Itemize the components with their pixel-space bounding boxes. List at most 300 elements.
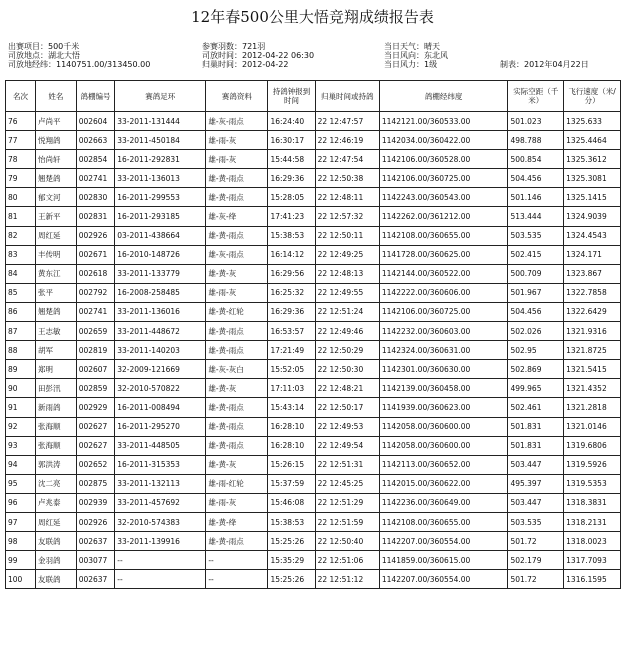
cell-speed: 1323.867 xyxy=(564,264,621,283)
cell-return-time: 22 12:50:29 xyxy=(315,341,379,360)
cell-loft-coords: 1142058.00/360600.00 xyxy=(379,417,508,436)
cell-ring: 16-2008-258485 xyxy=(115,283,206,302)
cell-loft-coords: 1141939.00/360623.00 xyxy=(379,398,508,417)
cell-bird-info: 雄-灰-雨点 xyxy=(206,112,268,131)
cell-bird-info: 雄-黄-雨点 xyxy=(206,188,268,207)
cell-loft-coords: 1141728.00/360625.00 xyxy=(379,245,508,264)
cell-loft-id: 002875 xyxy=(76,474,115,493)
cell-bird-info: 雄-黄-灰 xyxy=(206,379,268,398)
table-row xyxy=(6,570,621,589)
cell-return-time: 22 12:50:40 xyxy=(315,532,379,551)
cell-ring: 33-2011-136016 xyxy=(115,302,206,321)
cell-clock-time: 15:46:08 xyxy=(268,493,315,512)
cell-bird-info: 雄-黄-雨点 xyxy=(206,398,268,417)
cell-distance: 502.026 xyxy=(508,322,564,341)
table-row xyxy=(6,341,621,360)
cell-bird-info: 雄-雨-灰 xyxy=(206,150,268,169)
cell-name: 张海顺 xyxy=(36,436,77,455)
cell-loft-coords: 1142108.00/360655.00 xyxy=(379,512,508,531)
cell-ring: 16-2011-315353 xyxy=(115,455,206,474)
cell-distance: 503.535 xyxy=(508,512,564,531)
cell-return-time: 22 12:51:29 xyxy=(315,493,379,512)
cell-speed: 1322.6429 xyxy=(564,302,621,321)
cell-distance: 502.415 xyxy=(508,245,564,264)
cell-bird-info: 雄-黄-雨点 xyxy=(206,322,268,341)
cell-loft-coords: 1141859.00/360615.00 xyxy=(379,551,508,570)
table-row xyxy=(6,188,621,207)
cell-rank: 97 xyxy=(6,512,36,531)
cell-return-time: 22 12:47:54 xyxy=(315,150,379,169)
cell-loft-id: 002830 xyxy=(76,188,115,207)
results-table xyxy=(5,80,621,589)
cell-ring: 16-2011-299553 xyxy=(115,188,206,207)
cell-bird-info: 雄-灰-灰白 xyxy=(206,360,268,379)
cell-speed: 1325.633 xyxy=(564,112,621,131)
cell-clock-time: 17:21:49 xyxy=(268,341,315,360)
cell-clock-time: 16:14:12 xyxy=(268,245,315,264)
cell-loft-id: 002792 xyxy=(76,283,115,302)
cell-rank: 89 xyxy=(6,360,36,379)
cell-name: 郁文河 xyxy=(36,188,77,207)
cell-loft-coords: 1142262.00/361212.00 xyxy=(379,207,508,226)
header-clock-time: 持鸽钟报到时间 xyxy=(268,81,315,112)
cell-rank: 93 xyxy=(6,436,36,455)
cell-clock-time: 16:29:36 xyxy=(268,169,315,188)
table-row xyxy=(6,150,621,169)
cell-return-time: 22 12:50:30 xyxy=(315,360,379,379)
cell-loft-coords: 1142015.00/360622.00 xyxy=(379,474,508,493)
cell-return-time: 22 12:49:46 xyxy=(315,322,379,341)
cell-ring: 33-2011-457692 xyxy=(115,493,206,512)
cell-bird-info: -- xyxy=(206,570,268,589)
cell-distance: 503.447 xyxy=(508,493,564,512)
cell-loft-id: 003077 xyxy=(76,551,115,570)
cell-speed: 1321.9316 xyxy=(564,322,621,341)
cell-loft-coords: 1142106.00/360528.00 xyxy=(379,150,508,169)
cell-loft-coords: 1142301.00/360630.00 xyxy=(379,360,508,379)
info-col-1 xyxy=(8,42,150,69)
table-row xyxy=(6,436,621,455)
cell-rank: 88 xyxy=(6,341,36,360)
cell-rank: 79 xyxy=(6,169,36,188)
cell-loft-id: 002741 xyxy=(76,302,115,321)
info-wind-force: 当日风力：1级 xyxy=(384,60,438,69)
cell-speed: 1325.1415 xyxy=(564,188,621,207)
cell-return-time: 22 12:48:11 xyxy=(315,188,379,207)
cell-distance: 503.447 xyxy=(508,455,564,474)
cell-loft-id: 002926 xyxy=(76,512,115,531)
cell-ring: 33-2011-132113 xyxy=(115,474,206,493)
cell-distance: 502.461 xyxy=(508,398,564,417)
report-date: 制表：2012年04月22日 xyxy=(500,60,589,69)
cell-rank: 80 xyxy=(6,188,36,207)
cell-bird-info: 雄-雨-灰 xyxy=(206,493,268,512)
cell-return-time: 22 12:48:13 xyxy=(315,264,379,283)
cell-rank: 83 xyxy=(6,245,36,264)
cell-loft-coords: 1142106.00/360725.00 xyxy=(379,169,508,188)
cell-rank: 87 xyxy=(6,322,36,341)
cell-speed: 1324.171 xyxy=(564,245,621,264)
cell-ring: 32-2010-574383 xyxy=(115,512,206,531)
cell-rank: 76 xyxy=(6,112,36,131)
cell-return-time: 22 12:50:11 xyxy=(315,226,379,245)
cell-name: 周红延 xyxy=(36,226,77,245)
cell-speed: 1319.5353 xyxy=(564,474,621,493)
table-row xyxy=(6,532,621,551)
table-row xyxy=(6,417,621,436)
info-entries: 参赛羽数：721羽 xyxy=(202,42,266,51)
cell-distance: 501.023 xyxy=(508,112,564,131)
cell-distance: 504.456 xyxy=(508,302,564,321)
cell-name: 金羽鸽 xyxy=(36,551,77,570)
cell-distance: 502.179 xyxy=(508,551,564,570)
cell-speed: 1318.2131 xyxy=(564,512,621,531)
cell-name: 悦翔鸽 xyxy=(36,131,77,150)
cell-name: 翘楚鸽 xyxy=(36,302,77,321)
cell-ring: 33-2011-139916 xyxy=(115,532,206,551)
cell-clock-time: 16:30:17 xyxy=(268,131,315,150)
cell-distance: 502.95 xyxy=(508,341,564,360)
cell-name: 黄东江 xyxy=(36,264,77,283)
cell-speed: 1322.7858 xyxy=(564,283,621,302)
cell-speed: 1325.3612 xyxy=(564,150,621,169)
cell-distance: 501.831 xyxy=(508,417,564,436)
cell-return-time: 22 12:49:25 xyxy=(315,245,379,264)
cell-loft-id: 002671 xyxy=(76,245,115,264)
cell-clock-time: 15:35:29 xyxy=(268,551,315,570)
cell-name: 王志敏 xyxy=(36,322,77,341)
cell-loft-coords: 1142207.00/360554.00 xyxy=(379,532,508,551)
cell-rank: 92 xyxy=(6,417,36,436)
cell-name: 新雨鸽 xyxy=(36,398,77,417)
cell-name: 王新平 xyxy=(36,207,77,226)
cell-ring: 03-2011-438664 xyxy=(115,226,206,245)
cell-ring: 16-2011-293185 xyxy=(115,207,206,226)
cell-speed: 1321.2818 xyxy=(564,398,621,417)
cell-name: 卢兆泰 xyxy=(36,493,77,512)
cell-loft-id: 002627 xyxy=(76,417,115,436)
cell-rank: 96 xyxy=(6,493,36,512)
cell-ring: 16-2011-008494 xyxy=(115,398,206,417)
cell-rank: 99 xyxy=(6,551,36,570)
cell-loft-coords: 1142324.00/360631.00 xyxy=(379,341,508,360)
table-row xyxy=(6,226,621,245)
cell-return-time: 22 12:49:53 xyxy=(315,417,379,436)
cell-clock-time: 15:38:53 xyxy=(268,512,315,531)
info-wind-direction: 当日风向：东北风 xyxy=(384,51,448,60)
cell-loft-coords: 1142144.00/360522.00 xyxy=(379,264,508,283)
table-row xyxy=(6,474,621,493)
cell-name: 翘楚鸽 xyxy=(36,169,77,188)
cell-distance: 498.788 xyxy=(508,131,564,150)
info-release-coords: 司放地经纬：1140751.00/313450.00 xyxy=(8,60,151,69)
cell-distance: 501.72 xyxy=(508,570,564,589)
cell-ring: 32-2009-121669 xyxy=(115,360,206,379)
header-return-time: 归巢时间或持鸽 xyxy=(315,81,379,112)
cell-return-time: 22 12:49:54 xyxy=(315,436,379,455)
cell-loft-id: 002859 xyxy=(76,379,115,398)
cell-distance: 500.709 xyxy=(508,264,564,283)
cell-rank: 81 xyxy=(6,207,36,226)
cell-bird-info: 雄-灰-雨点 xyxy=(206,245,268,264)
cell-clock-time: 16:28:10 xyxy=(268,417,315,436)
cell-clock-time: 15:44:58 xyxy=(268,150,315,169)
cell-clock-time: 15:25:26 xyxy=(268,570,315,589)
cell-return-time: 22 12:46:19 xyxy=(315,131,379,150)
cell-speed: 1318.3831 xyxy=(564,493,621,512)
cell-name: 友联鸽 xyxy=(36,570,77,589)
cell-bird-info: 雄-雨-灰 xyxy=(206,131,268,150)
cell-ring: 33-2011-136013 xyxy=(115,169,206,188)
cell-speed: 1318.0023 xyxy=(564,532,621,551)
cell-distance: 504.456 xyxy=(508,169,564,188)
header-rank: 名次 xyxy=(6,81,36,112)
cell-name: 卢尚平 xyxy=(36,112,77,131)
cell-rank: 91 xyxy=(6,398,36,417)
cell-bird-info: 雄-黄-雨点 xyxy=(206,341,268,360)
cell-bird-info: 雄-黄-雨点 xyxy=(206,532,268,551)
cell-loft-id: 002607 xyxy=(76,360,115,379)
table-row xyxy=(6,207,621,226)
info-release-time: 司放时间：2012-04-22 06:30 xyxy=(202,51,315,60)
cell-rank: 98 xyxy=(6,532,36,551)
cell-ring: -- xyxy=(115,570,206,589)
cell-distance: 501.146 xyxy=(508,188,564,207)
cell-loft-id: 002663 xyxy=(76,131,115,150)
cell-loft-id: 002618 xyxy=(76,264,115,283)
info-col-3 xyxy=(384,42,448,69)
cell-loft-coords: 1142222.00/360606.00 xyxy=(379,283,508,302)
cell-loft-coords: 1142108.00/360655.00 xyxy=(379,226,508,245)
header-loft-coords: 鸽棚经纬度 xyxy=(379,81,508,112)
cell-loft-id: 002652 xyxy=(76,455,115,474)
cell-ring: 33-2011-448505 xyxy=(115,436,206,455)
table-row xyxy=(6,131,621,150)
cell-clock-time: 15:25:26 xyxy=(268,532,315,551)
table-row xyxy=(6,283,621,302)
cell-bird-info: 雄-黄-绛 xyxy=(206,512,268,531)
cell-ring: 32-2010-570822 xyxy=(115,379,206,398)
cell-return-time: 22 12:51:59 xyxy=(315,512,379,531)
cell-clock-time: 17:11:03 xyxy=(268,379,315,398)
table-row xyxy=(6,398,621,417)
table-row xyxy=(6,302,621,321)
cell-clock-time: 16:25:32 xyxy=(268,283,315,302)
cell-rank: 94 xyxy=(6,455,36,474)
cell-clock-time: 15:38:53 xyxy=(268,226,315,245)
cell-loft-coords: 1142232.00/360603.00 xyxy=(379,322,508,341)
cell-speed: 1317.7093 xyxy=(564,551,621,570)
cell-ring: 33-2011-131444 xyxy=(115,112,206,131)
table-row xyxy=(6,493,621,512)
table-header-row xyxy=(6,81,621,112)
cell-clock-time: 16:53:57 xyxy=(268,322,315,341)
cell-name: 怡尚轩 xyxy=(36,150,77,169)
header-speed: 飞行速度（米/分） xyxy=(564,81,621,112)
cell-return-time: 22 12:48:21 xyxy=(315,379,379,398)
cell-loft-coords: 1142207.00/360554.00 xyxy=(379,570,508,589)
cell-return-time: 22 12:51:12 xyxy=(315,570,379,589)
cell-rank: 100 xyxy=(6,570,36,589)
cell-clock-time: 15:26:15 xyxy=(268,455,315,474)
cell-bird-info: 雄-黄-雨点 xyxy=(206,417,268,436)
cell-return-time: 22 12:51:24 xyxy=(315,302,379,321)
cell-name: 丰传明 xyxy=(36,245,77,264)
cell-speed: 1319.6806 xyxy=(564,436,621,455)
cell-loft-coords: 1142121.00/360533.00 xyxy=(379,112,508,131)
cell-return-time: 22 12:50:17 xyxy=(315,398,379,417)
header-bird-info: 赛鸽资料 xyxy=(206,81,268,112)
cell-rank: 86 xyxy=(6,302,36,321)
cell-bird-info: 雄-雨-红轮 xyxy=(206,474,268,493)
table-row xyxy=(6,112,621,131)
cell-clock-time: 17:41:23 xyxy=(268,207,315,226)
table-row xyxy=(6,551,621,570)
cell-clock-time: 16:29:56 xyxy=(268,264,315,283)
cell-distance: 501.831 xyxy=(508,436,564,455)
cell-name: 田彭汛 xyxy=(36,379,77,398)
cell-loft-id: 002741 xyxy=(76,169,115,188)
cell-return-time: 22 12:49:55 xyxy=(315,283,379,302)
cell-loft-coords: 1142106.00/360725.00 xyxy=(379,302,508,321)
cell-rank: 85 xyxy=(6,283,36,302)
cell-speed: 1325.4464 xyxy=(564,131,621,150)
cell-loft-id: 002637 xyxy=(76,570,115,589)
cell-distance: 501.72 xyxy=(508,532,564,551)
cell-return-time: 22 12:47:57 xyxy=(315,112,379,131)
cell-ring: 33-2011-140203 xyxy=(115,341,206,360)
table-row xyxy=(6,360,621,379)
cell-ring: 16-2011-295270 xyxy=(115,417,206,436)
cell-loft-id: 002929 xyxy=(76,398,115,417)
cell-bird-info: 雄-黄-灰 xyxy=(206,455,268,474)
cell-loft-id: 002926 xyxy=(76,226,115,245)
cell-loft-id: 002659 xyxy=(76,322,115,341)
cell-speed: 1321.4352 xyxy=(564,379,621,398)
cell-return-time: 22 12:51:31 xyxy=(315,455,379,474)
cell-bird-info: 雄-黄-雨点 xyxy=(206,436,268,455)
cell-loft-id: 002831 xyxy=(76,207,115,226)
cell-clock-time: 15:28:05 xyxy=(268,188,315,207)
cell-name: 郭洪涛 xyxy=(36,455,77,474)
cell-distance: 499.965 xyxy=(508,379,564,398)
cell-bird-info: 雄-黄-红轮 xyxy=(206,302,268,321)
cell-ring: 16-2010-148726 xyxy=(115,245,206,264)
cell-ring: 33-2011-448672 xyxy=(115,322,206,341)
cell-speed: 1321.8725 xyxy=(564,341,621,360)
cell-loft-id: 002819 xyxy=(76,341,115,360)
table-row xyxy=(6,264,621,283)
cell-name: 周红延 xyxy=(36,512,77,531)
cell-loft-id: 002604 xyxy=(76,112,115,131)
cell-clock-time: 16:28:10 xyxy=(268,436,315,455)
header-ring: 赛鸽足环 xyxy=(115,81,206,112)
cell-speed: 1325.3081 xyxy=(564,169,621,188)
cell-ring: 16-2011-292831 xyxy=(115,150,206,169)
cell-loft-coords: 1142139.00/360458.00 xyxy=(379,379,508,398)
cell-loft-id: 002854 xyxy=(76,150,115,169)
info-return-time: 归巢时间：2012-04-22 xyxy=(202,60,289,69)
cell-bird-info: 雄-灰-绛 xyxy=(206,207,268,226)
cell-rank: 82 xyxy=(6,226,36,245)
header-loft-id: 鸽棚编号 xyxy=(76,81,115,112)
cell-ring: 33-2011-133779 xyxy=(115,264,206,283)
cell-speed: 1324.9039 xyxy=(564,207,621,226)
cell-name: 张平 xyxy=(36,283,77,302)
cell-clock-time: 15:37:59 xyxy=(268,474,315,493)
cell-clock-time: 16:24:40 xyxy=(268,112,315,131)
cell-distance: 500.854 xyxy=(508,150,564,169)
cell-loft-coords: 1142236.00/360649.00 xyxy=(379,493,508,512)
cell-clock-time: 15:43:14 xyxy=(268,398,315,417)
cell-name: 郑明 xyxy=(36,360,77,379)
cell-loft-id: 002627 xyxy=(76,436,115,455)
header-distance: 实际空距（千米） xyxy=(508,81,564,112)
cell-distance: 513.444 xyxy=(508,207,564,226)
cell-name: 沈二亮 xyxy=(36,474,77,493)
cell-distance: 501.967 xyxy=(508,283,564,302)
cell-name: 胡军 xyxy=(36,341,77,360)
info-weather: 当日天气：晴天 xyxy=(384,42,440,51)
cell-return-time: 22 12:57:32 xyxy=(315,207,379,226)
cell-rank: 90 xyxy=(6,379,36,398)
cell-speed: 1316.1595 xyxy=(564,570,621,589)
cell-clock-time: 16:29:36 xyxy=(268,302,315,321)
cell-return-time: 22 12:45:25 xyxy=(315,474,379,493)
cell-clock-time: 15:52:05 xyxy=(268,360,315,379)
cell-bird-info: 雄-雨-灰 xyxy=(206,283,268,302)
table-row xyxy=(6,455,621,474)
cell-distance: 503.535 xyxy=(508,226,564,245)
header-name: 姓名 xyxy=(36,81,77,112)
cell-rank: 77 xyxy=(6,131,36,150)
cell-speed: 1319.5926 xyxy=(564,455,621,474)
cell-ring: 33-2011-450184 xyxy=(115,131,206,150)
info-race-item: 出赛项目：500千米 xyxy=(8,42,80,51)
cell-name: 张海顺 xyxy=(36,417,77,436)
table-row xyxy=(6,169,621,188)
cell-name: 友联鸽 xyxy=(36,532,77,551)
cell-loft-id: 002939 xyxy=(76,493,115,512)
cell-loft-coords: 1142113.00/360652.00 xyxy=(379,455,508,474)
cell-bird-info: 雄-黄-雨点 xyxy=(206,169,268,188)
cell-ring: -- xyxy=(115,551,206,570)
cell-speed: 1324.4543 xyxy=(564,226,621,245)
table-row xyxy=(6,322,621,341)
cell-loft-coords: 1142034.00/360422.00 xyxy=(379,131,508,150)
cell-loft-coords: 1142243.00/360543.00 xyxy=(379,188,508,207)
cell-speed: 1321.5415 xyxy=(564,360,621,379)
cell-rank: 84 xyxy=(6,264,36,283)
cell-rank: 95 xyxy=(6,474,36,493)
cell-loft-coords: 1142058.00/360600.00 xyxy=(379,436,508,455)
cell-bird-info: 雄-黄-雨点 xyxy=(206,226,268,245)
cell-bird-info: -- xyxy=(206,551,268,570)
table-row xyxy=(6,512,621,531)
report-title: 12年春500公里大悟竞翔成绩报告表 xyxy=(191,8,434,26)
cell-speed: 1321.0146 xyxy=(564,417,621,436)
cell-distance: 502.869 xyxy=(508,360,564,379)
table-row xyxy=(6,379,621,398)
cell-distance: 495.397 xyxy=(508,474,564,493)
cell-loft-id: 002637 xyxy=(76,532,115,551)
info-release-place: 司放地点：湖北大悟 xyxy=(8,51,80,60)
cell-rank: 78 xyxy=(6,150,36,169)
table-row xyxy=(6,245,621,264)
cell-bird-info: 雄-黄-灰 xyxy=(206,264,268,283)
info-col-2 xyxy=(202,42,314,69)
cell-return-time: 22 12:50:38 xyxy=(315,169,379,188)
